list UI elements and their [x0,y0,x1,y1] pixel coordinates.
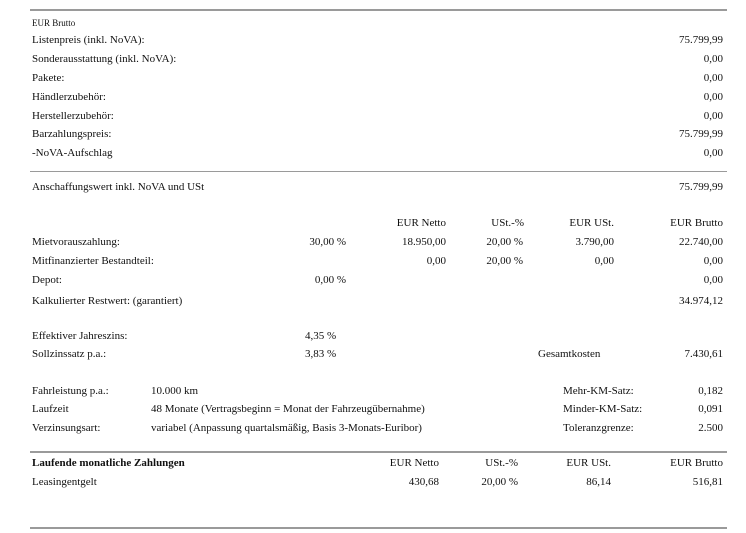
monthly-header-ust: EUR USt. [566,457,611,469]
col-header-brutto: EUR Brutto [670,217,723,229]
breakdown-netto: 0,00 [426,255,446,267]
price-row-label: Barzahlungspreis: [32,128,112,140]
price-row-label: Sonderausstattung (inkl. NoVA): [32,53,177,65]
leasing-fee-label: Leasingentgelt [32,476,97,488]
bottom-divider [30,527,727,529]
breakdown-brutto: 34.974,12 [679,295,723,307]
leasing-fee-netto: 430,68 [408,476,439,488]
breakdown-label: Mietvorauszahlung: [32,236,120,248]
col-header-ust: EUR USt. [569,217,614,229]
acquisition-value: 75.799,99 [679,181,723,193]
effective-rate-value: 4,35 % [305,330,337,342]
extra-km-label: Mehr-KM-Satz: [563,385,634,397]
price-row-value: 0,00 [703,72,723,84]
mileage-value: 10.000 km [151,385,199,397]
tolerance-value: 2.500 [698,422,723,434]
price-row-value: 0,00 [703,91,723,103]
breakdown-label: Kalkulierter Restwert: (garantiert) [32,295,183,307]
breakdown-brutto: 0,00 [703,274,723,286]
price-row-value: 75.799,99 [679,128,723,140]
breakdown-ust-pct: 20,00 % [486,255,523,267]
price-row-label: Pakete: [32,72,65,84]
nominal-rate-value: 3,83 % [305,348,337,360]
extra-km-value: 0,182 [698,385,723,397]
price-row-value: 0,00 [703,53,723,65]
price-row-value: 75.799,99 [679,34,723,46]
total-cost-label: Gesamtkosten [538,348,601,360]
header-eur-brutto: EUR Brutto [32,18,76,28]
mileage-label: Fahrleistung p.a.: [32,385,109,397]
col-header-netto: EUR Netto [396,217,446,229]
breakdown-brutto: 22.740,00 [679,236,723,248]
breakdown-pct: 0,00 % [314,274,346,286]
monthly-header-ust-pct: USt.-% [485,457,518,469]
interest-type-value: variabel (Anpassung quartalsmäßig, Basis 3-Monats-Euribor) [151,422,422,434]
price-row-label: Händlerzubehör: [32,91,106,103]
duration-label: Laufzeit [32,403,69,415]
less-km-value: 0,091 [698,403,723,415]
acquisition-label: Anschaffungswert inkl. NoVA und USt [32,181,205,193]
breakdown-ust: 3.790,00 [575,236,614,248]
price-row-label: Herstellerzubehör: [32,110,114,122]
nominal-rate-label: Sollzinssatz p.a.: [32,348,107,360]
section-divider-acquisition [30,171,727,172]
monthly-title: Laufende monatliche Zahlungen [32,457,185,469]
breakdown-ust-pct: 20,00 % [486,236,523,248]
total-cost-value: 7.430,61 [684,348,723,360]
col-header-ust-pct: USt.-% [491,217,524,229]
leasing-fee-ust: 86,14 [586,476,611,488]
breakdown-label: Depot: [32,274,62,286]
leasing-fee-brutto: 516,81 [692,476,723,488]
tolerance-label: Toleranzgrenze: [563,422,634,434]
top-divider [30,9,727,11]
monthly-header-netto: EUR Netto [389,457,439,469]
monthly-header-brutto: EUR Brutto [670,457,723,469]
breakdown-pct: 30,00 % [309,236,346,248]
breakdown-brutto: 0,00 [703,255,723,267]
breakdown-label: Mitfinanzierter Bestandteil: [32,255,154,267]
price-row-label: Listenpreis (inkl. NoVA): [32,34,145,46]
leasing-fee-ust-pct: 20,00 % [481,476,518,488]
effective-rate-label: Effektiver Jahreszins: [32,330,128,342]
duration-value: 48 Monate (Vertragsbeginn = Monat der Fahrzeugübernahme) [151,403,425,415]
breakdown-ust: 0,00 [594,255,614,267]
price-row-value: 0,00 [703,147,723,159]
less-km-label: Minder-KM-Satz: [563,403,643,415]
interest-type-label: Verzinsungsart: [32,422,101,434]
breakdown-netto: 18.950,00 [402,236,446,248]
section-divider-monthly [30,451,727,453]
price-row-value: 0,00 [703,110,723,122]
price-row-label: -NoVA-Aufschlag [32,147,113,159]
